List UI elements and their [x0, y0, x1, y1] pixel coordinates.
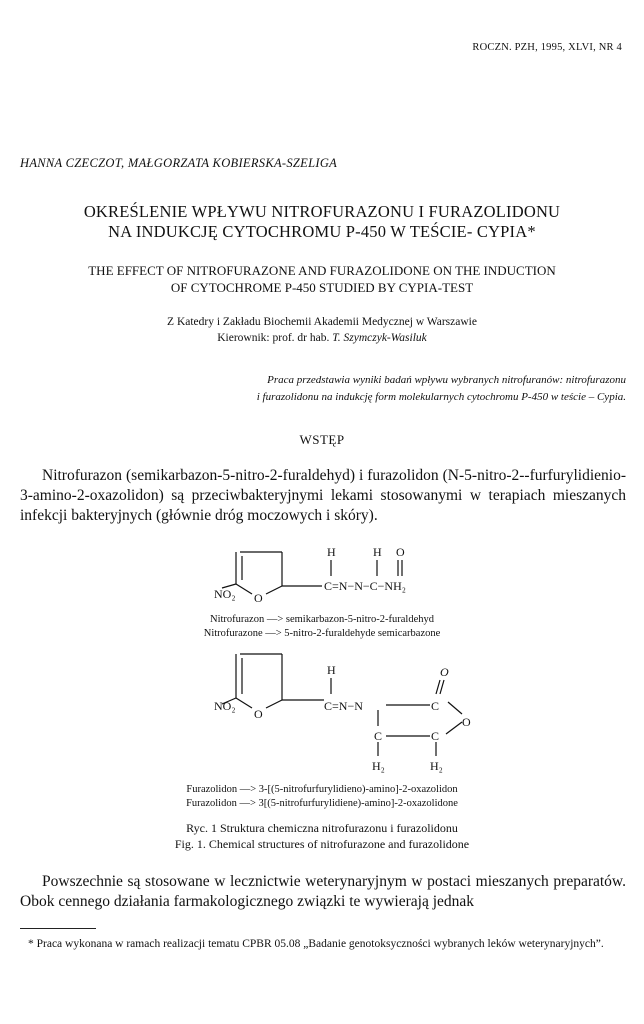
struct2-left-carbon: C	[374, 729, 383, 743]
authors: HANNA CZECZOT, MAŁGORZATA KOBIERSKA-SZELIGA	[20, 156, 338, 170]
abstract	[40, 372, 626, 406]
affiliation-head-name: T. Szymczyk-Wasiluk	[332, 332, 427, 344]
affiliation-head-label: Kierownik: prof. dr hab.	[217, 332, 333, 344]
struct1-h2-label: H	[373, 545, 382, 559]
struct2-chain-label: C=N−N	[324, 699, 363, 713]
struct2-no2-label: NO₂	[214, 699, 236, 713]
paragraph-intro: Nitrofurazon (semikarbazon-5-nitro-2-furaldehyd) i furazolidon (N-5-nitro-2--furfurylidienio-3-amino-2-oxazolidon) są przeciwbakteryjnymi lekami stosowanymi w terapiach mieszanych infekcji bakteryjnych (głównie dróg moczowych i skóry).	[20, 467, 626, 524]
title-english	[0, 262, 644, 296]
struct2-h2-left: H₂	[372, 759, 385, 773]
struct1-no2-label: NO₂	[214, 587, 236, 601]
affiliation	[0, 314, 644, 346]
struct1-h1-label: H	[327, 545, 336, 559]
struct2-h-label: H	[327, 663, 336, 677]
title-polish-line-1: OKREŚLENIE WPŁYWU NITROFURAZONU I FURAZOLIDONU	[83, 202, 561, 221]
struct2-ring-oxygen-2: O	[462, 715, 471, 729]
struct2-ring-oxygen: O	[254, 707, 263, 721]
abstract-line-1: Praca przedstawia wyniki badań wpływu wybranych nitrofuranów: nitrofurazonu	[267, 374, 626, 386]
struct2-caption-english: Furazolidon —> 3[(5-nitrofurfurylidiene)-amino]-2-oxazolidone	[186, 798, 458, 809]
struct1-caption-polish: Nitrofurazon —> semikarbazon-5-nitro-2-furaldehyd	[209, 614, 435, 625]
struct1-caption-english: Nitrofurazone —> 5-nitro-2-furaldehyde semicarbazone	[203, 628, 441, 639]
journal-reference: ROCZN. PZH, 1995, XLVI, NR 4	[472, 42, 622, 53]
figure-caption-polish: Ryc. 1 Struktura chemiczna nitrofurazonu i furazolidonu	[186, 821, 458, 835]
title-english-line-2: OF CYTOCHROME P-450 STUDIED BY CYPIA-TEST	[170, 280, 474, 295]
abstract-line-2: i furazolidonu na indukcję form molekularnych cytochromu P-450 w teście – Cypia.	[256, 391, 626, 403]
title-english-line-1: THE EFFECT OF NITROFURAZONE AND FURAZOLIDONE ON THE INDUCTION	[88, 263, 556, 278]
title-polish	[0, 202, 644, 242]
struct1-chain-label: C=N−N−C−NH₂	[324, 579, 406, 593]
figure-chemical-structures	[0, 530, 644, 860]
affiliation-line-1: Z Katedry i Zakładu Biochemii Akademii Medycznej w Warszawie	[167, 316, 477, 328]
section-heading: WSTĘP	[299, 432, 345, 447]
struct2-h2-right: H₂	[430, 759, 443, 773]
paragraph-second: Powszechnie są stosowane w lecznictwie weterynaryjnym w postaci mieszanych preparatów. Obok cennego działania farmakologicznego związki te wywierają jednak	[20, 873, 626, 910]
footnote: * Praca wykonana w ramach realizacji tematu CPBR 05.08 „Badanie genotoksyczności wybranych leków weterynaryjnych”.	[28, 938, 604, 950]
footnote-divider	[20, 928, 96, 929]
figure-caption-english: Fig. 1. Chemical structures of nitrofurazone and furazolidone	[174, 837, 470, 851]
affiliation-line-2	[0, 330, 644, 346]
struct2-right-carbon: C	[431, 729, 440, 743]
struct1-ring-oxygen: O	[254, 591, 263, 605]
struct2-carbonyl-oxygen: O	[440, 665, 449, 679]
struct1-carbonyl-oxygen: O	[396, 545, 405, 559]
struct2-caption-polish: Furazolidon —> 3-[(5-nitrofurfurylidieno)-amino]-2-oxazolidon	[186, 784, 458, 795]
struct2-carbonyl-carbon: C	[431, 699, 440, 713]
title-polish-line-2: NA INDUKCJĘ CYTOCHROMU P-450 W TEŚCIE- CYPIA*	[108, 222, 536, 241]
